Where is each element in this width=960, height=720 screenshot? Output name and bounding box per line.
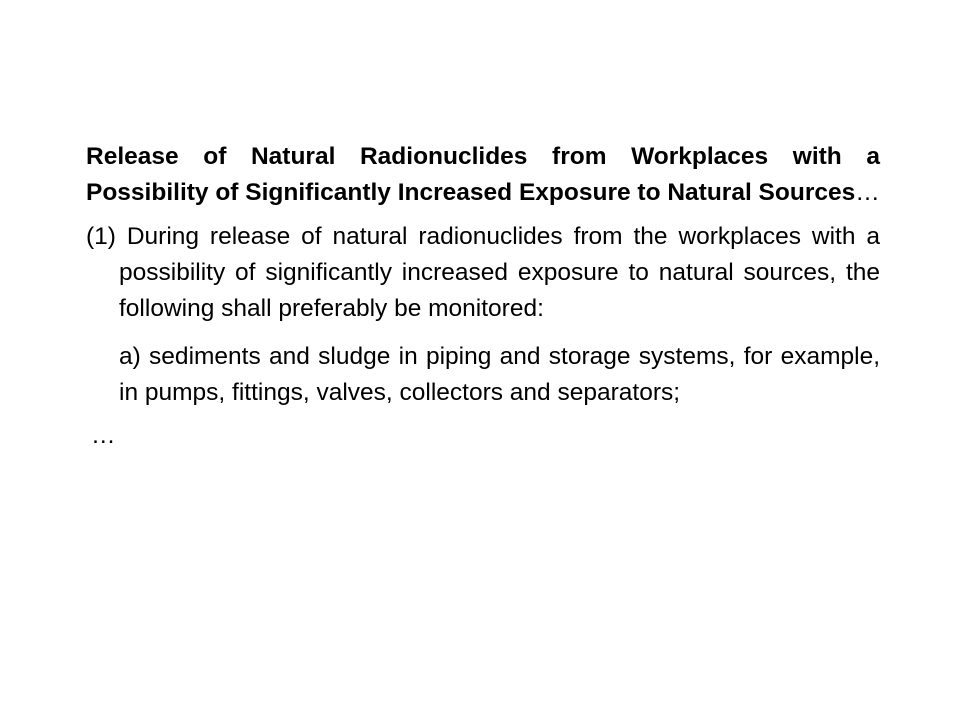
continuation-ellipsis: … xyxy=(91,422,116,449)
slide-body xyxy=(86,139,880,454)
paragraph-1: (1) During release of natural radionuclides from the workplaces with a possibility of significantly increased exposure to natural sources, the following shall preferably be monitored: xyxy=(86,223,880,322)
list-item-a: a) sediments and sludge in piping and storage systems, for example, in pumps, fittings, valves, collectors and separators; xyxy=(119,343,880,406)
section-heading xyxy=(86,139,880,211)
heading-ellipsis: … xyxy=(855,179,880,206)
heading-text: Release of Natural Radionuclides from Workplaces with a Possibility of Significantly Increased Exposure to Natural Sources xyxy=(86,143,880,206)
